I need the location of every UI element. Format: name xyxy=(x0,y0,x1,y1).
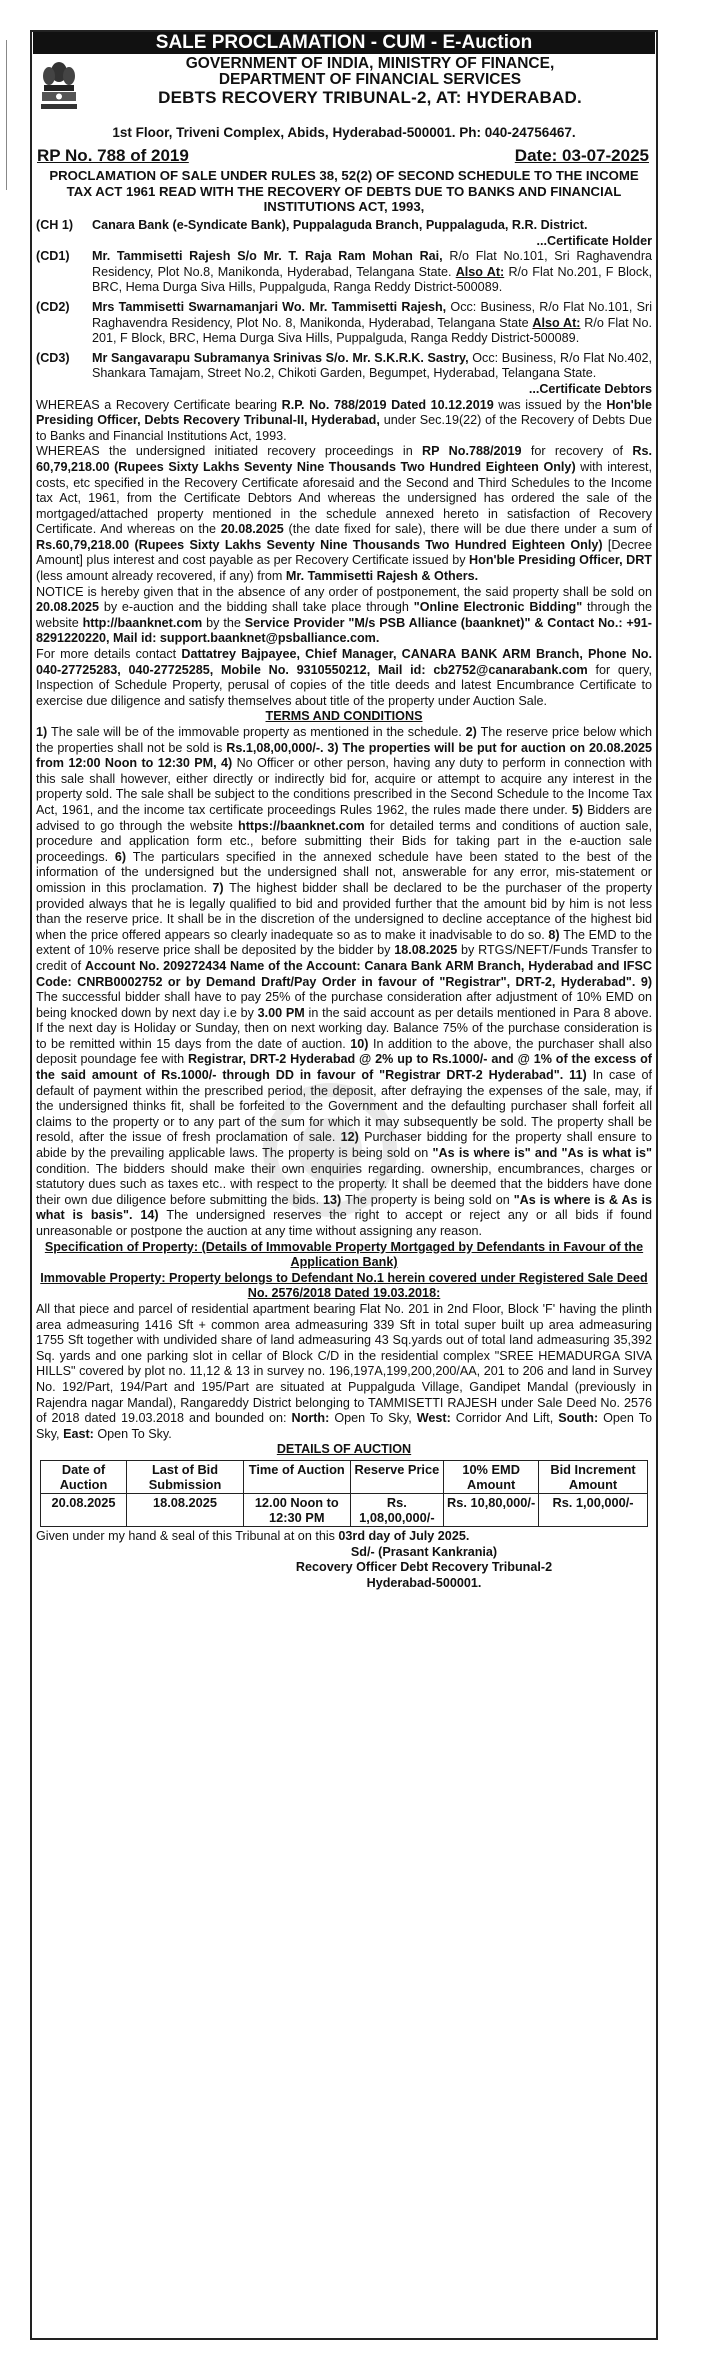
property-description xyxy=(36,1302,652,1442)
table-cell: Rs. 1,08,00,000/- xyxy=(350,1493,444,1526)
text-run: (the date fixed for sale), there will be due there under a sum of xyxy=(283,522,653,537)
term-number xyxy=(92,218,652,249)
text-run: The successful bidder shall have to pay 25% of the purchase consideration after adjustment of 10% EMD on being knocked down by next day i.e by xyxy=(36,990,652,1020)
text-run: The sale will be of the immovable property as mentioned in the schedule. xyxy=(51,725,462,739)
text-run: "Online Electronic Bidding" xyxy=(413,600,583,615)
party-name: Mr. Tammisetti Rajesh S/o Mr. T. Raja Ram Mohan Rai, xyxy=(92,249,443,264)
text-run: 20.08.2025 xyxy=(36,600,100,615)
page-edge-divider xyxy=(0,40,7,190)
text-run: was issued by the xyxy=(493,397,607,412)
contact-paragraph xyxy=(36,647,652,709)
text-run: [Decree Amount] plus interest and cost payable as per Recovery Certificate issued by xyxy=(36,537,652,568)
text-run: Rs.60,79,218.00 (Rupees Sixty Lakhs Seventy Nine Thousands Two Hundred Eighteen Only) xyxy=(36,537,603,552)
term-number: 1) xyxy=(36,725,52,739)
party-role: ...Certificate Holder xyxy=(536,233,652,248)
text-run: Purchaser bidding for the property shall ensure to abide by the prevailing applicable laws. The property is being sold on xyxy=(36,1130,653,1161)
term-number: 2) xyxy=(465,725,481,739)
party-tag: (CD1) xyxy=(36,249,70,264)
officer-designation: Recovery Officer Debt Recovery Tribunal-2 xyxy=(295,1560,553,1575)
text-run: WHEREAS a Recovery Certificate bearing xyxy=(36,397,282,412)
tribunal-name: DEBTS RECOVERY TRIBUNAL-2, AT: HYDERABAD. xyxy=(158,88,582,107)
specification-heading: Specification of Property: (Details of Immovable Property Mortgaged by Defendants in Favour of the Application Bank) xyxy=(44,1239,644,1270)
text-run: Registrar, DRT-2 Hyderabad @ 2% up to Rs.1000/- and @ 1% of the excess of the said amount of Rs.1000/- through DD in favour of "Registrar DRT-2 Hyderabad". xyxy=(36,1052,652,1083)
table-header-cell: Time of Auction xyxy=(243,1460,350,1493)
term-number: 4) xyxy=(221,756,237,771)
table-cell: 20.08.2025 xyxy=(41,1493,127,1526)
text-run: by e-auction and the bidding shall take place through xyxy=(99,600,414,615)
text-run: Open To Sky, xyxy=(329,1411,417,1426)
party-detail: Occ: Business, R/o Flat No.402, Shankara Tamajam, Street No.2, Chikoti Garden, Begumpet, Hyderabad, Telangana State. xyxy=(92,350,652,381)
term-number: 10) xyxy=(350,1036,373,1051)
party-name: Canara Bank (e-Syndicate Bank), Puppalaguda Branch, Puppalaguda, R.R. District. xyxy=(92,218,588,232)
text-run: Mr. Tammisetti Rajesh & Others. xyxy=(285,569,479,584)
text-run: In case of default of payment within the prescribed period, the deposit, after defraying the expenses of the sale, may, if the undersigned thinks fit, shall be forfeited to the Government and the defaulting purchaser shall forfeit all claims to the property or to any part of the sum for which it may subsequently be sold. The property shall be resold, after the issue of fresh proclamation of sale. xyxy=(36,1068,652,1145)
party-name: Mr Sangavarapu Subramanya Srinivas S/o. Mr. S.K.R.K. Sastry, xyxy=(92,350,469,365)
table-header-cell: Bid Increment Amount xyxy=(539,1460,648,1493)
party-ch1 xyxy=(36,218,652,249)
text-run: through the website xyxy=(36,600,652,630)
table-header-cell: Last of Bid Submission xyxy=(127,1460,244,1493)
text-run: Open To Sky. xyxy=(93,1426,172,1441)
table-row xyxy=(41,1493,648,1526)
table-header-cell: Reserve Price xyxy=(350,1460,444,1493)
text-run: The EMD to the extent of 10% reserve price shall be deposited by the bidder by xyxy=(36,927,652,958)
party-tag: (CH 1) xyxy=(36,218,74,232)
term-number: 14) xyxy=(140,1208,167,1223)
table-header-cell: Date of Auction xyxy=(41,1460,127,1493)
auction-details-heading: DETAILS OF AUCTION xyxy=(276,1442,412,1457)
text-run: "As is where is" and "As is what is" xyxy=(432,1146,652,1161)
term-number: 3) xyxy=(327,740,343,755)
party-cd1 xyxy=(36,249,652,296)
text-run: for detailed terms and conditions of auction sale, procedure and application form etc., before submitting their Bids for taking part in the e-auction sale proceedings. xyxy=(36,818,652,864)
terms-heading: TERMS AND CONDITIONS xyxy=(265,709,423,724)
signature-block xyxy=(196,1545,652,1592)
notice-paragraph xyxy=(36,585,652,647)
text-run: with interest, costs, etc specified in the Recovery Certificate aforesaid and the Second and Third Schedules to the Income tax Act, 1961, from the Certificate Debtors And whereas the undersigned has ordered the sale of the mortgaged/attached property mentioned in the schedule annexed hereto in satisfaction of Recovery Certificate. And whereas on the xyxy=(36,459,652,537)
given-under-hand xyxy=(36,1529,652,1545)
term-number: 7) xyxy=(212,880,230,895)
term-number: 9) xyxy=(640,974,653,989)
government-header xyxy=(86,56,654,106)
terms-and-conditions xyxy=(36,725,652,1240)
notice-body xyxy=(36,218,652,1591)
text-run: by the xyxy=(202,615,245,630)
text-run: West: xyxy=(416,1411,451,1426)
party-detail: R/o Flat No.101, Sri Raghavendra Residency, Plot No.8, Manikonda, Hyderabad, Telangana State. xyxy=(92,249,653,279)
immovable-property-heading: Immovable Property: Property belongs to Defendant No.1 herein covered under Registered Sale Deed No. 2576/2018 Dated 19.03.2018: xyxy=(40,1270,648,1301)
text-run: Open To Sky, xyxy=(36,1411,653,1441)
text-run: 3.00 PM xyxy=(257,1005,305,1020)
term-number: 6) xyxy=(114,849,133,864)
also-at-label: Also At: xyxy=(532,315,581,330)
text-run: The properties will be put for auction on 20.08.2025 from 12:00 Noon to 12:30 PM, xyxy=(36,740,652,771)
text-run: East: xyxy=(63,1426,94,1441)
text-run: For more details contact xyxy=(36,647,182,662)
term-number: 11) xyxy=(569,1068,593,1083)
rp-number: RP No. 788 of 2019 xyxy=(37,146,189,165)
party-also-address: R/o Flat No.201, F Block, BRC, Hema Durga Siva Hills, Puppalguda, Ranga Reddy District-500089. xyxy=(92,264,653,295)
text-run: Corridor And Lift, xyxy=(450,1411,559,1426)
text-run: 18.08.2025 xyxy=(394,943,458,958)
party-detail: Occ: Business, R/o Flat No.101, Sri Raghavendra Residency, Plot No. 8, Manikonda, Hyderabad, Telangana State xyxy=(92,299,653,330)
term-number: 13) xyxy=(323,1192,346,1207)
text-run: 03rd day of July 2025. xyxy=(338,1528,470,1543)
text-run: South: xyxy=(558,1411,599,1426)
gov-line-2: DEPARTMENT OF FINANCIAL SERVICES xyxy=(218,71,522,88)
text-run: in the said account as per details mentioned in Para 8 above. If the next day is Holiday or Sunday, then on next working day. Balance 75% of the purchase consideration is to be remitted within 15 days from the date of auction. xyxy=(36,1005,653,1051)
text-run: "As is where is & As is what is basis". xyxy=(36,1192,652,1223)
text-run: Service Provider "M/s PSB Alliance (baanknet)" & Contact No.: +91-8291220220, Mail id: support.baanknet@psballiance.com. xyxy=(36,615,652,646)
text-run: Hon'ble Presiding Officer, Debts Recovery Tribunal-II, Hyderabad, xyxy=(36,397,652,428)
party-text xyxy=(92,351,652,398)
whereas-recovery-proceedings xyxy=(36,444,652,584)
text-run: In addition to the above, the purchaser shall also deposit poundage fee with xyxy=(36,1036,653,1067)
text-run: RP No.788/2019 xyxy=(422,444,522,459)
text-run: Hon'ble Presiding Officer, DRT xyxy=(469,553,652,568)
party-role: ...Certificate Debtors xyxy=(528,381,652,396)
also-at-label: Also At: xyxy=(455,264,505,279)
tribunal-address: 1st Floor, Triveni Complex, Abids, Hyderabad-500001. Ph: 040-24756467. xyxy=(112,125,576,140)
proclamation-heading: PROCLAMATION OF SALE UNDER RULES 38, 52(2) OF SECOND SCHEDULE TO THE INCOME TAX ACT 1961 READ WITH THE RECOVERY OF DEBTS DUE TO BANKS AND FINANCIAL INSTITUTIONS ACT, 1993, xyxy=(49,168,639,214)
text-run: The reserve price below which the properties shall not be sold is xyxy=(36,725,653,755)
text-run: R.P. No. 788/2019 Dated 10.12.2019 xyxy=(281,397,494,412)
text-run: The property is being sold on xyxy=(345,1192,514,1207)
text-run: Rs.1,08,00,000/-. xyxy=(226,740,324,755)
text-run: https://baanknet.com xyxy=(238,818,365,833)
table-header-cell: 10% EMD Amount xyxy=(444,1460,539,1493)
signed-by: Sd/- (Prasant Kankrania) xyxy=(350,1544,498,1559)
table-cell: Rs. 10,80,000/- xyxy=(444,1493,539,1526)
party-also-address: R/o Flat No. 201, F Block, BRC, Hema Durga Siva Hills, Puppalguda, Ranga Reddy District-500089. xyxy=(92,315,653,346)
party-text xyxy=(92,249,652,296)
text-run: The particulars specified in the annexed schedule have been stated to the best of the information of the undersigned but the undersigned shall not, answerable for any error, mis-statement or omission in this proclamation. xyxy=(36,849,653,895)
text-run: Bidders are advised to go through the website xyxy=(36,802,652,833)
auction-details-table xyxy=(40,1460,648,1527)
text-run: 20.08.2025 xyxy=(220,522,284,537)
text-run: The undersigned reserves the right to accept or reject any or all bids if found unreasonable or postpone the auction at any time without assigning any reason. xyxy=(36,1208,652,1238)
table-cell: 18.08.2025 xyxy=(127,1493,244,1526)
party-cd3 xyxy=(36,351,652,398)
notice-date: Date: 03-07-2025 xyxy=(514,146,649,165)
officer-place: Hyderabad-500001. xyxy=(366,1575,482,1590)
text-run: All that piece and parcel of residential apartment bearing Flat No. 201 in 2nd Floor, Block 'F' having the plinth area admeasuring 1416 Sft + common area admeasuring 339 Sft in total super built up area admeasuring 1755 Sft together with undivided share of land admeasuring 43 Sq.yards out of total land admeasuring 35,392 Sq. yards and one parking slot in cellar of Block C/D in the residential complex "SREE HEMADURGA SIVA HILLS" covered by plot no. 11,12 & 13 in survey no. 196,197A,199,200,200/AA, 201 to 206 and land in Survey No. 192/Part, 194/Part and 195/Part are situated at Puppalguda Village, Gandipet Mandal (previously in Rajendra nagar Mandal), Rangareddy District belonging to TAMMISETTI RAJESH under Sale Deed No. 2576 of 2018 dated 19.03.2018 and bounded on: xyxy=(36,1301,652,1426)
text-run: http://baanknet.com xyxy=(82,615,203,630)
term-number: 8) xyxy=(548,927,564,942)
text-run: under Sec.19(22) of the Recovery of Debts Due to Banks and Financial Institutions Act, 1993. xyxy=(36,413,653,443)
whereas-recovery-certificate xyxy=(36,398,652,445)
term-number: 12) xyxy=(340,1130,365,1145)
text-run: Given under my hand & seal of this Tribunal at on this xyxy=(36,1528,339,1543)
text-run: No Officer or other person, having any duty to perform in connection with this sale shall however, either directly or indirectly bid for, acquire or attempt to acquire any interest in the property sold. The sale shall be subject to the conditions prescribed in the Second Schedule to the Income Tax Act, 1961, and the income tax certificate proceedings Rules 1962, the rules made there under. xyxy=(36,756,652,817)
table-cell: Rs. 1,00,000/- xyxy=(539,1493,648,1526)
term-number: 5) xyxy=(571,802,588,817)
text-run: NOTICE is hereby given that in the absence of any order of postponement, the said property shall be sold on xyxy=(36,584,652,599)
text-run: for recovery of xyxy=(521,444,633,459)
text-run: North: xyxy=(291,1411,330,1426)
table-header-row xyxy=(41,1460,648,1493)
party-tag: (CD2) xyxy=(36,299,70,314)
party-name: Mrs Tammisetti Swarnamanjari Wo. Mr. Tammisetti Rajesh, xyxy=(92,299,447,314)
text-run: Dattatrey Bajpayee, Chief Manager, CANARA BANK ARM Branch, Phone No. 040-27725283, 040-27725285, Mobile No. 9310550212, Mail id: cb2752@canarabank.com xyxy=(36,647,652,677)
national-emblem-icon xyxy=(36,54,82,114)
text-run: for query, Inspection of Schedule Property, perusal of copies of the title deeds and latest Encumbrance Certificate to exercise due diligence and satisfy themselves about title of the property under Auction Sale. xyxy=(36,662,652,708)
text-run: by RTGS/NEFT/Funds Transfer to credit of xyxy=(36,943,652,973)
party-text xyxy=(92,300,652,347)
text-run: condition. The bidders should make their own enquiries regarding. ownership, encumbrances, charges or statutory dues such as taxes etc.. with respect to the property. It shall be deemed that the bidders have done their own due diligence before submitting the bids. xyxy=(36,1161,652,1207)
party-tag: (CD3) xyxy=(36,350,70,365)
notice-title: SALE PROCLAMATION - CUM - E-Auction xyxy=(33,32,655,54)
table-cell: 12.00 Noon to 12:30 PM xyxy=(243,1493,350,1526)
text-run: (less amount already recovered, if any) from xyxy=(36,569,286,584)
text-run: The highest bidder shall be declared to be the purchaser of the property provided always that he is legally qualified to bid and provided further that the amount bid by him is not less than the reserve price. It shall be in the discretion of the undersigned to decline acceptance of the highest bid when the price offered appears so clearly inadequate so as to make it inadvisable to do so. xyxy=(36,880,652,942)
party-cd2 xyxy=(36,300,652,347)
text-run: Account No. 209272434 Name of the Account: Canara Bank ARM Branch, Hyderabad and IFSC Code: CNRB0002752 or by Demand Draft/Pay Order in favour of "Registrar", DRT-2, Hyderabad". xyxy=(36,958,652,989)
rp-date-bar xyxy=(33,146,655,166)
gov-line-1: GOVERNMENT OF INDIA, MINISTRY OF FINANCE, xyxy=(185,55,555,72)
text-run: Rs. 60,79,218.00 (Rupees Sixty Lakhs Seventy Nine Thousands Two Hundred Eighteen Only) xyxy=(36,444,652,474)
text-run: WHEREAS the undersigned initiated recovery proceedings in xyxy=(36,444,423,459)
